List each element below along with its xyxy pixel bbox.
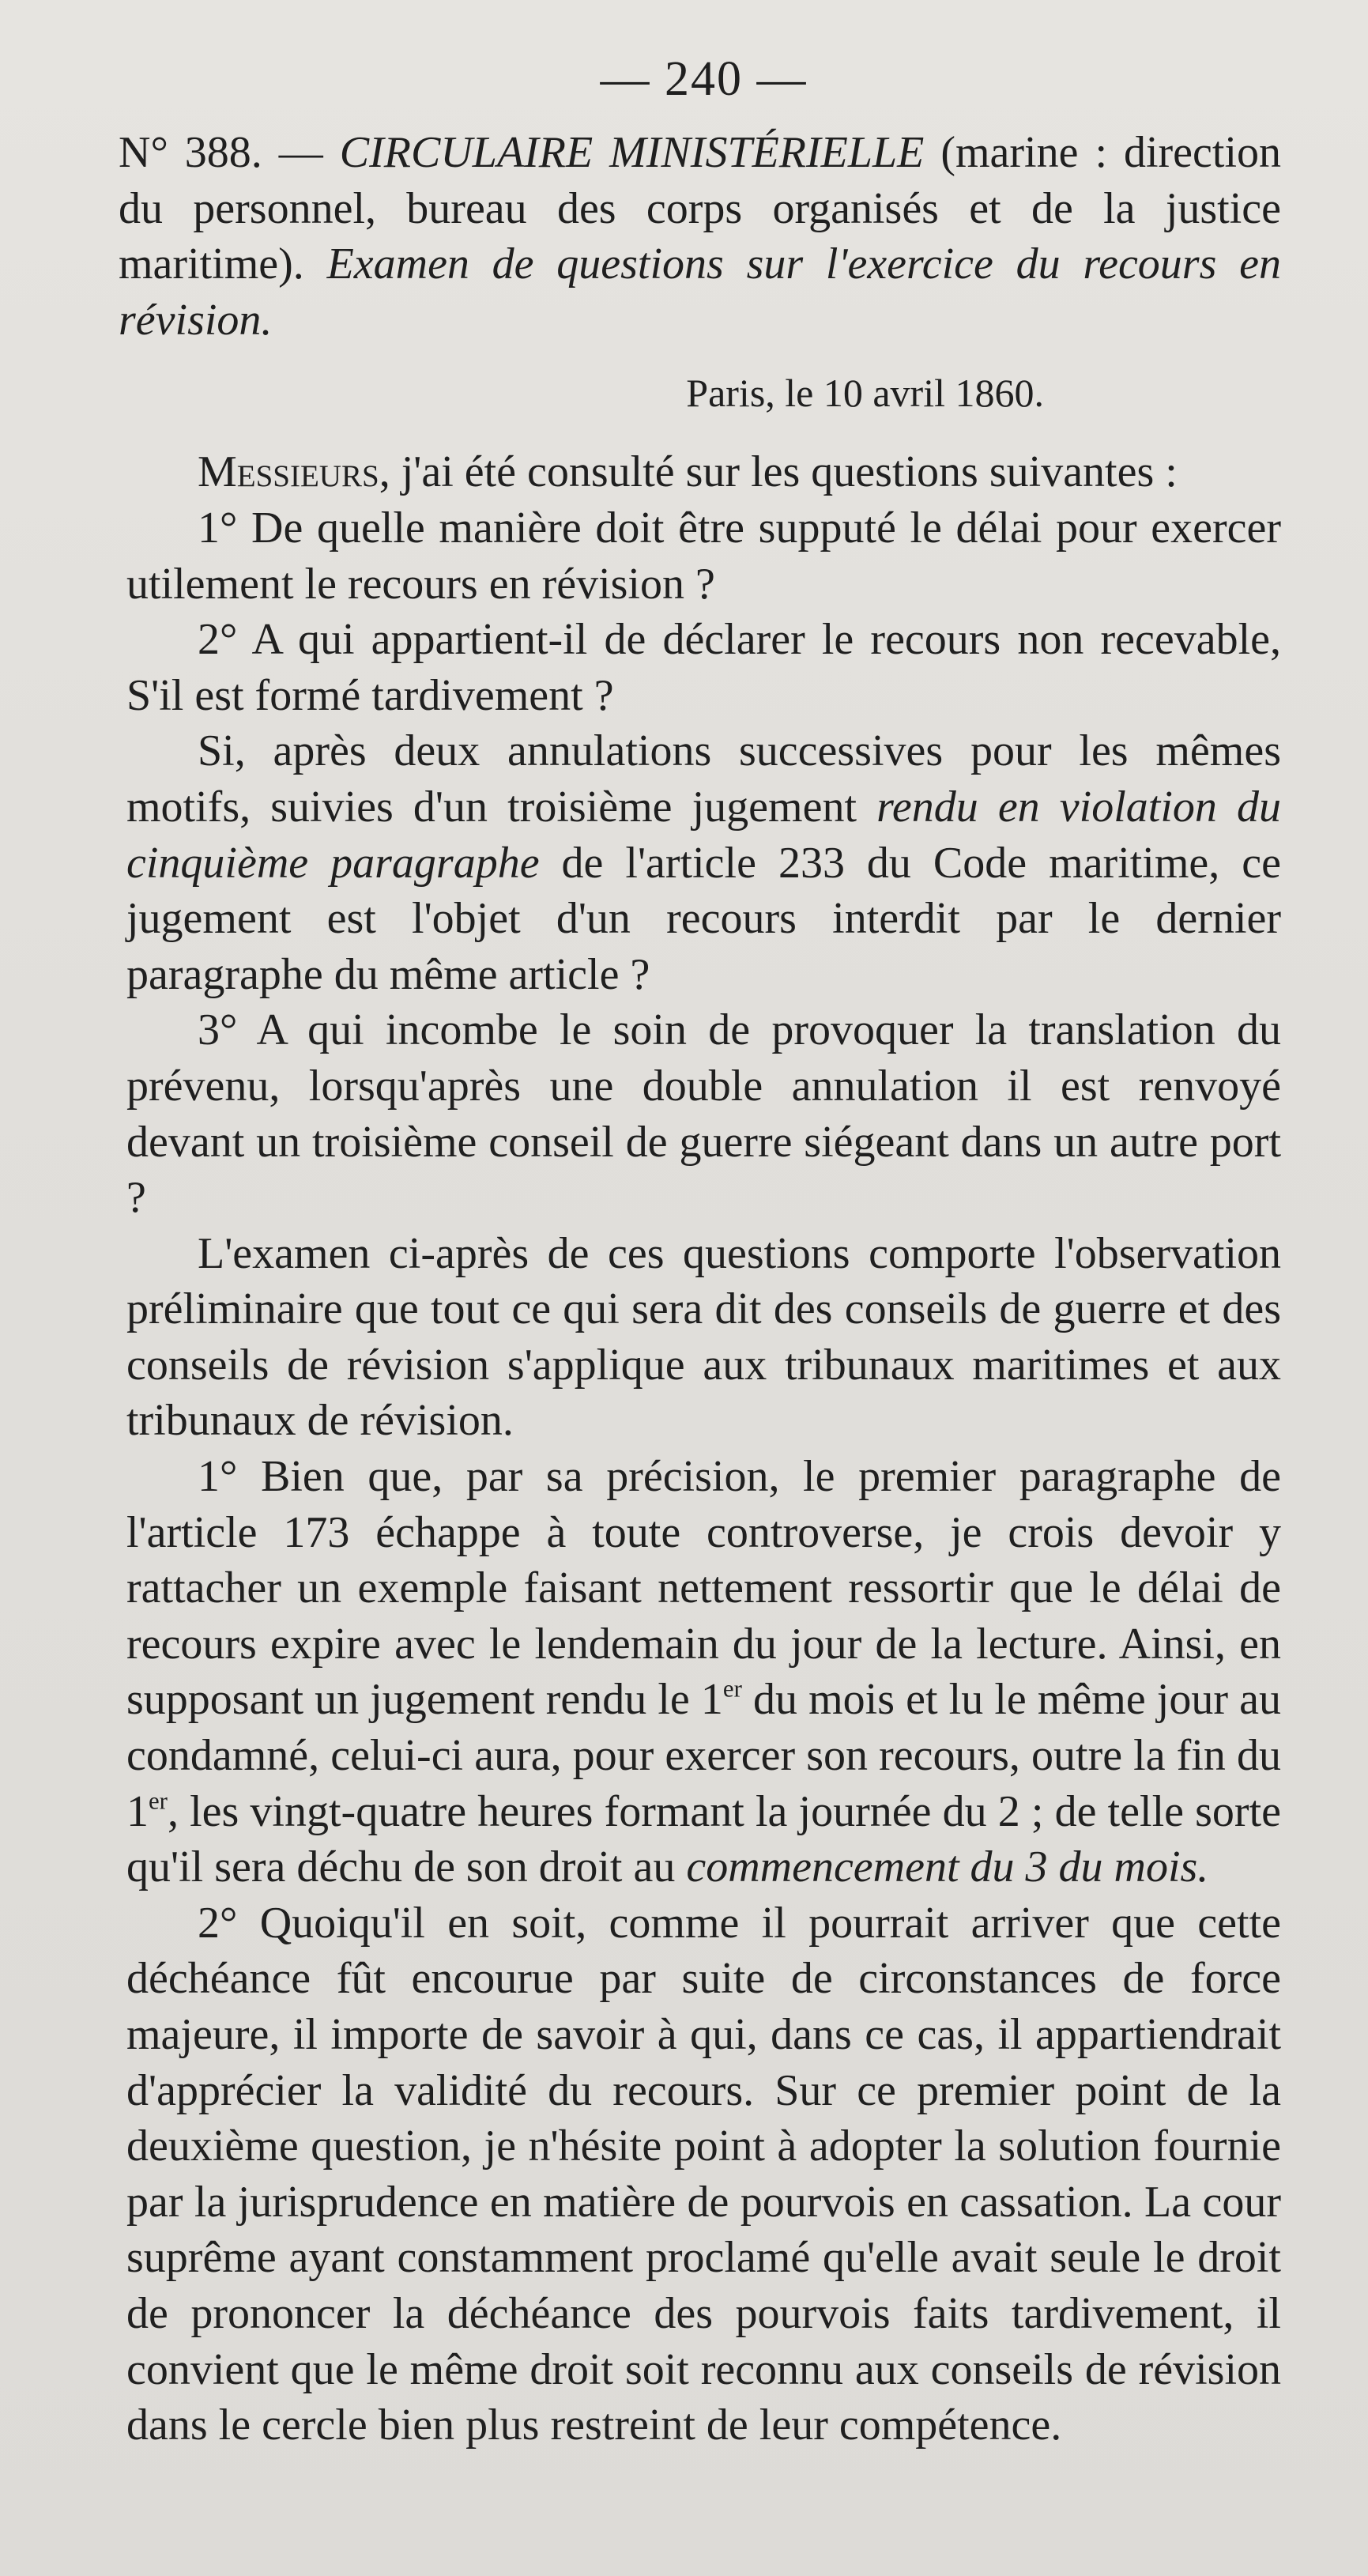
salutation: Messieurs: [198, 447, 379, 497]
salutation-rest: , j'ai été consulté sur les questions suivantes :: [379, 447, 1178, 497]
circular-title: CIRCULAIRE MINISTÉRIELLE: [339, 128, 925, 177]
question-3: 3° A qui incombe le soin de provoquer la translation du prévenu, lorsqu'après une double annulation il est renvoyé devant un troisième conseil de guerre siégeant dans un autre port ?: [126, 1005, 1281, 1223]
circular-number: N° 388. —: [119, 128, 340, 177]
question-2-sub: [126, 723, 1281, 1002]
answer-1-italic: commencement du 3 du mois.: [686, 1842, 1209, 1892]
answer-1-middle-2: , les vingt-quatre heures formant la journée du 2 ; de telle sorte qu'il sera déchu de son droit au: [126, 1786, 1281, 1892]
paragraph-examination: L'examen ci-après de ces questions comporte l'observation préliminaire que tout ce qui sera dit des conseils de guerre et des conseils de révision s'applique aux tribunaux maritimes et aux tribunaux de révision.: [126, 1228, 1281, 1446]
superscript-er: er: [722, 1675, 742, 1703]
circular-subject: Examen de questions sur l'exercice du recours en révision.: [119, 239, 1281, 345]
circular-heading: [119, 125, 1281, 348]
question-1: 1° De quelle manière doit être supputé le délai pour exercer utilement le recours en révision ?: [126, 503, 1281, 609]
page-number: — 240 —: [600, 52, 808, 106]
answer-2: 2° Quoiqu'il en soit, comme il pourrait arriver que cette déchéance fût encourue par suite de circonstances de force majeure, il importe de savoir à qui, dans ce cas, il appartiendrait d'apprécier la validité du recours. Sur ce premier point de la deuxième question, je n'hésite point à adopter la solution fournie par la jurisprudence en matière de pourvois en cassation. La cour suprême ayant constamment proclamé qu'elle avait seule le droit de prononcer la déchéance des pourvois faits tardivement, il convient que le même droit soit reconnu aux conseils de révision dans le cercle bien plus restreint de leur compétence.: [126, 1898, 1281, 2450]
answer-1-start: 1° Bien que, par sa précision, le premier paragraphe de l'article 173 échappe à toute controverse, je crois devoir y rattacher un exemple faisant nettement ressortir que le délai de recours expire avec le lendemain du jour de la lecture. Ainsi, en supposant un jugement rendu le 1: [126, 1452, 1281, 1725]
question-2-sub-start: Si, après deux annulations successives pour les mêmes motifs, suivies d'un troisième jugement: [126, 726, 1281, 832]
question-2-sub-end: de l'article 233 du Code maritime, ce jugement est l'objet d'un recours interdit par le dernier paragraphe du même article ?: [126, 838, 1281, 999]
circular-source: (marine : direction du personnel, bureau des corps organisés et de la justice maritime).: [119, 128, 1282, 289]
question-2-sub-italic: rendu en violation du cinquième paragraphe: [126, 782, 1281, 888]
superscript-er: er: [149, 1787, 168, 1815]
question-2: 2° A qui appartient-il de déclarer le recours non recevable, S'il est formé tardivement ?: [126, 615, 1281, 720]
answer-1-middle: du mois et lu le même jour au condamné, celui-ci aura, pour exercer son recours, outre la fin du 1: [126, 1675, 1281, 1836]
dateline: Paris, le 10 avril 1860.: [686, 371, 1044, 416]
answer-1: [126, 1449, 1281, 1895]
paragraph-salutation: [126, 444, 1281, 500]
